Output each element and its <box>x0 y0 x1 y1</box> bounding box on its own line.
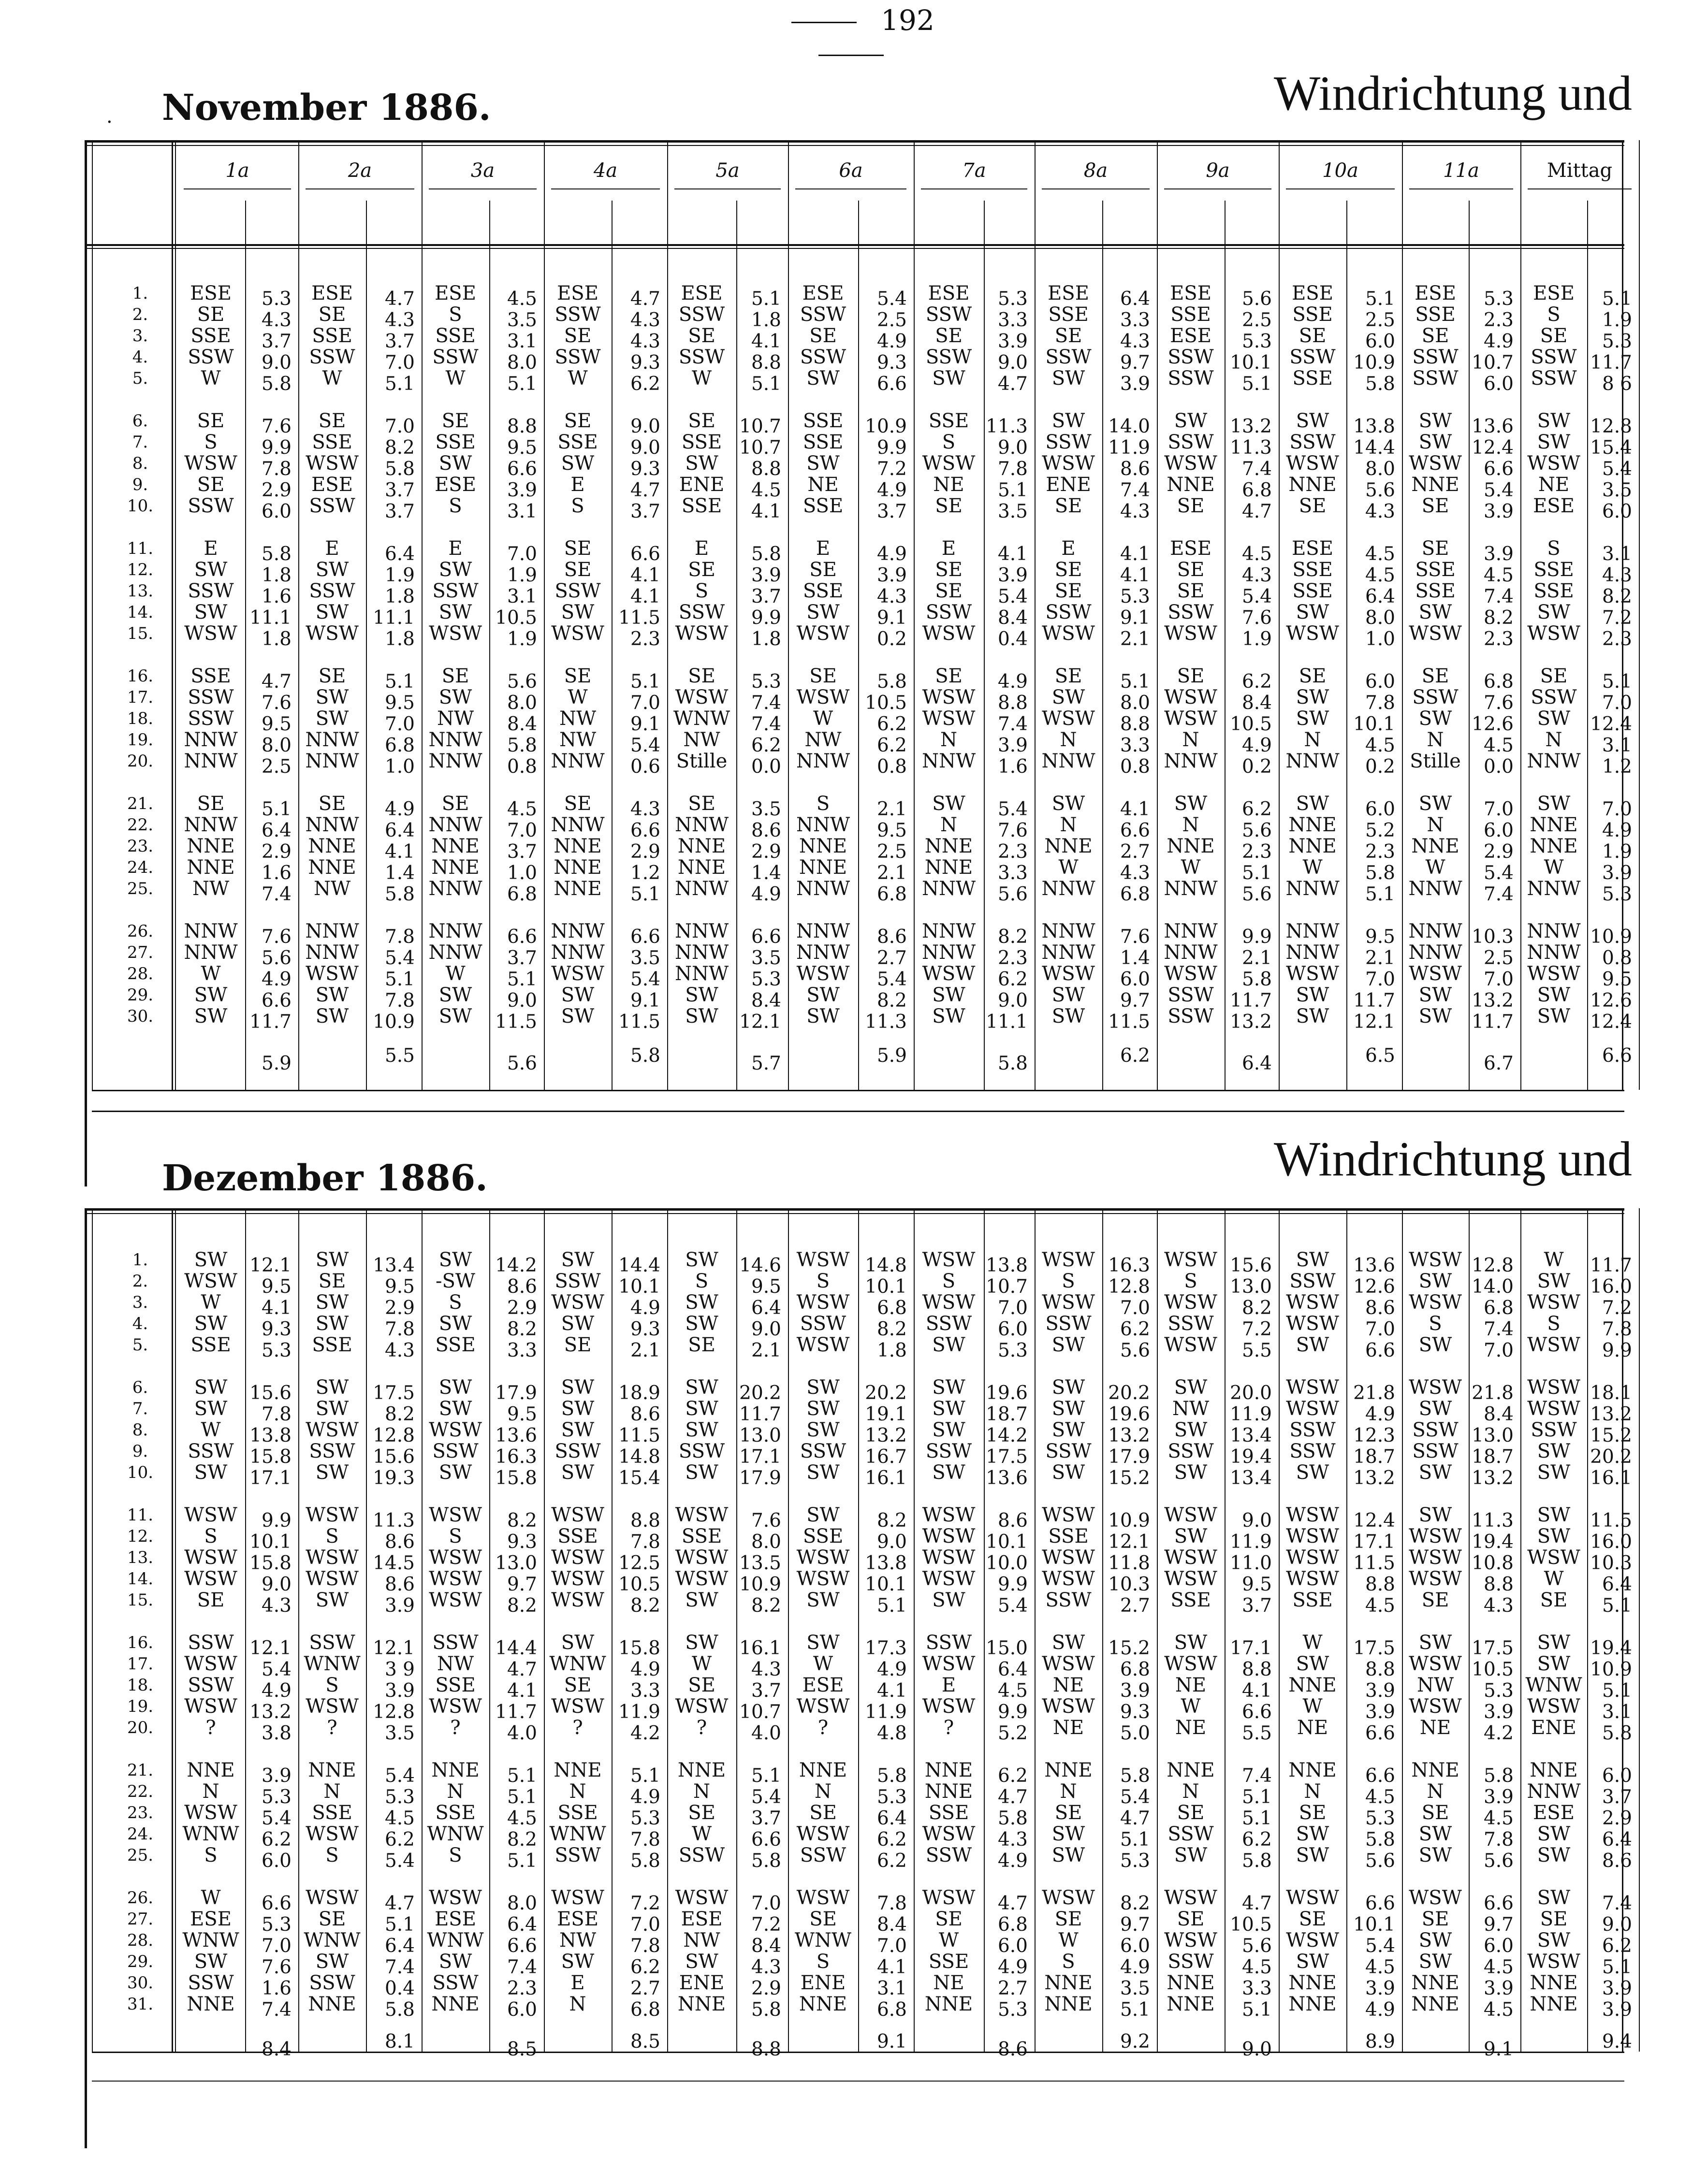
mittel-value: 5.6 <box>507 1053 537 1074</box>
direction-column: ESE SSE SE SSW SSE SW SSW WSW NNE SE ESE SSE SSE SW WSW SE SW SW N NNW SW NNE NNE W NNW NNW NNW WSW SW SW <box>1285 282 1340 1027</box>
direction-column: SW SSW WSW WSW SW WSW WSW SSW SSW SW WSW WSW WSW WSW SSE W SW NNE W NE NNE N SE SW SW WSW SE WSW SW NNE NNE <box>1286 1249 1339 2015</box>
hour-header: 4a <box>593 159 618 182</box>
mittel-value: 6.7 <box>1483 1053 1514 1074</box>
direction-column: ESE S SE SSW SSW SW SW WSW NE ESE S SSE SSE SW WSW SE SSW SW N NNW SW NNE NNE W NNW NNW NNW WSW SW SW <box>1527 282 1581 1027</box>
direction-column: WSW S WSW SSW SW SW SW SW SSW SW WSW SSE WSW WSW SSW SW WSW NE WSW NE NNE N SE SW SW WSW SE W S NNE NNE <box>1042 1249 1095 2015</box>
hour-header: 11a <box>1443 159 1479 182</box>
direction-column: WSW S WSW SSW WSW SW SW SW SSW SW SW SSE WSW WSW SW SW W ESE WSW ? NNE N SE WSW SSW WSW SE WNW S ENE NNE <box>794 1249 852 2015</box>
hour-underline <box>1528 188 1632 189</box>
november-left-border-inner <box>92 140 93 1090</box>
mittel-value: 8.8 <box>751 2039 781 2060</box>
speed-column: 16.3 12.8 7.0 6.2 5.6 20.2 19.6 13.2 17.9 15.2 10.9 12.1 11.8 10.3 2.7 15.2 6.8 3.9 9.3 5.0 5.8 5.4 4.7 5.1 5.3 8.2 9.7 6.0 4.9 3.5 5.1 <box>1108 1255 1150 2021</box>
mittel-value: 9.4 <box>1602 2031 1632 2053</box>
mittel-value: 5.7 <box>751 1053 781 1074</box>
november-header-rule-thin <box>85 248 1624 249</box>
dezember-title: Dezember 1886. <box>162 1157 488 1199</box>
november-top-rule <box>85 140 1624 143</box>
direction-column: WSW S WSW SSW SW SW SW SW SSW SW WSW WSW WSW WSW SW SSW WSW E WSW ? NNE NNE SSE WSW SSW WSW SE W SSE NE NNE <box>922 1249 976 2015</box>
hour-underline <box>306 188 414 189</box>
speed-column: 5.3 2.3 4.9 10.7 6.0 13.6 12.4 6.6 5.4 3.9 3.9 4.5 7.4 8.2 2.3 6.8 7.6 12.6 4.5 0.0 7.0 6.0 2.9 5.4 7.4 10.3 2.5 7.0 13.2 11.7 <box>1472 288 1514 1033</box>
hour-underline <box>1042 188 1150 189</box>
speed-column: 4.7 4.3 4.3 9.3 6.2 9.0 9.0 9.3 4.7 3.7 6.6 4.1 4.1 11.5 2.3 5.1 7.0 9.1 5.4 0.6 4.3 6.6 2.9 1.2 5.1 6.6 3.5 5.4 9.1 11.5 <box>618 288 660 1033</box>
november-header-rule <box>85 244 1624 246</box>
hour-header: 10a <box>1322 159 1358 182</box>
dezember-right-title: Windrichtung und <box>1274 1132 1632 1186</box>
speed-column: 14.2 8.6 2.9 8.2 3.3 17.9 9.5 13.6 16.3 15.8 8.2 9.3 13.0 9.7 8.2 14.4 4.7 4.1 11.7 4.0 5.1 5.1 4.5 8.2 5.1 8.0 6.4 6.6 7.4 2.3 6.0 <box>495 1255 537 2021</box>
speed-column: 12.1 9.5 4.1 9.3 5.3 15.6 7.8 13.8 15.8 17.1 9.9 10.1 15.8 9.0 4.3 12.1 5.4 4.9 13.2 3.8 3.9 5.3 5.4 6.2 6.0 6.6 5.3 7.0 7.6 1.6 7.4 <box>249 1255 292 2021</box>
november-col-rule <box>1639 140 1640 1090</box>
mittel-value: 5.9 <box>876 1045 907 1067</box>
speed-column: 5.1 1.9 5.3 11.7 8 6 12.8 15.4 5.4 3.5 6.0 3.1 4.3 8.2 7.2 2.3 5.1 7.0 12.4 3.1 1.2 7.0 4.9 1.9 3.9 5.3 10.9 0.8 9.5 12.6 12.4 <box>1590 288 1632 1033</box>
hour-underline <box>1286 188 1395 189</box>
hour-header: 5a <box>715 159 740 182</box>
mittel-value: 5.8 <box>997 1053 1028 1074</box>
november-bottom-rule <box>92 1090 1624 1091</box>
hour-underline <box>184 188 291 189</box>
direction-column: SW WSW W SW SSE SW SW W SSW SW WSW S WSW WSW SE SSW WSW SSW WSW ? NNE N WSW WNW S W ESE WNW SW SSW NNE <box>182 1249 239 2015</box>
direction-column: SW S SW SW SE SW SW SW SSW SW WSW SSE WSW WSW SW SW W SE WSW ? NNE N SE W SSW WSW ESE NW SW ENE NNE <box>675 1249 729 2015</box>
november-left-border <box>85 140 87 1186</box>
speed-column: 5.3 3.3 3.9 9.0 4.7 11.3 9.0 7.8 5.1 3.5 4.1 3.9 5.4 8.4 0.4 4.9 8.8 7.4 3.9 1.6 5.4 7.6 2.3 3.3 5.6 8.2 2.3 6.2 9.0 11.1 <box>986 288 1028 1033</box>
dezember-datum-rule-inner <box>175 1208 176 2052</box>
hour-header: 6a <box>839 159 863 182</box>
dezember-top-rule-thin <box>85 1213 1624 1214</box>
mittel-value: 9.0 <box>1241 2039 1272 2060</box>
november-top-rule-thin <box>85 145 1624 146</box>
direction-column: ESE S SSE SSW W SE SSE SW ESE S E SW SSW SW WSW SE SW NW NNW NNW SE NNW NNE NNE NNW NNW NNW W SW SW <box>428 282 482 1027</box>
speed-column: 13.4 9.5 2.9 7.8 4.3 17.5 8.2 12.8 15.6 19.3 11.3 8.6 14.5 8.6 3.9 12.1 3 9 3.9 12.8 3.5 5.4 5.3 4.5 6.2 5.4 4.7 5.1 6.4 7.4 0.4 5.8 <box>373 1255 415 2021</box>
mittel-value: 8.1 <box>384 2031 415 2053</box>
hour-header: 8a <box>1083 159 1108 182</box>
hour-header: 7a <box>962 159 986 182</box>
dezember-left-border-inner <box>92 1208 93 2052</box>
page-number: 192 <box>715 4 986 70</box>
speed-column: 13.6 12.6 8.6 7.0 6.6 21.8 4.9 12.3 18.7 13.2 12.4 17.1 11.5 8.8 4.5 17.5 8.8 3.9 3.9 6.6 6.6 4.5 5.3 5.8 5.6 6.6 10.1 5.4 4.5 3.9 4.9 <box>1353 1255 1395 2021</box>
mittel-value: 5.9 <box>261 1053 292 1074</box>
direction-column: ESE SSW SE SSW SW SSE SSE SW NE SSE E SE SSE SW WSW SE WSW W NW NNW S NNW NNE NNE NNW NNW NNW WSW SW SW <box>796 282 850 1027</box>
mittel-value: 8.6 <box>997 2039 1028 2060</box>
mittel-value: 9.1 <box>1483 2039 1514 2060</box>
november-datum-rule <box>172 140 173 1090</box>
hour-underline <box>921 188 1027 189</box>
direction-column: WSW S WSW SSW WSW SW NW SW SSW SW WSW SW WSW WSW SSE SW WSW NE W NE NNE N SE SSW SW WSW SE WSW SSW NNE NNE <box>1164 1249 1217 2015</box>
speed-column: 11.7 16.0 7.2 7.8 9.9 18.1 13.2 15.2 20.2 16.1 11.5 16.0 10.3 6.4 5.1 19.4 10.9 5.1 3.1 5.8 6.0 3.7 2.9 6.4 8.6 7.4 9.0 6.2 5.1 3.9 3.9 <box>1590 1255 1632 2021</box>
direction-column: ESE SSE SE SSW SW SW SSW WSW ENE SE E SE SE SSW WSW SE SW WSW N NNW SW N NNE W NNW NNW NNW WSW SW SW <box>1041 282 1095 1027</box>
mittel-value: 8.9 <box>1365 2031 1395 2053</box>
direction-column: ESE SE SSE SSW W SE S WSW SE SSW E SW SSW SW WSW SSE SSW SSW NNW NNW SE NNW NNE NNE NW NNW NNW W SW SW <box>184 282 238 1027</box>
direction-column: ESE SSW SE SSW W SE SSE SW ENE SSE E SE S SSW WSW SE WSW WNW NW Stille SE NNW NNE NNE NNW NNW NNW NNW SW SW <box>673 282 730 1027</box>
dezember-top-rule <box>85 1208 1624 1211</box>
speed-column: 14.4 10.1 4.9 9.3 2.1 18.9 8.6 11.5 14.8 15.4 8.8 7.8 12.5 10.5 8.2 15.8 4.9 3.3 11.9 4.2 5.1 4.9 5.3 7.8 5.8 7.2 7.0 7.8 6.2 2.7 6.8 <box>618 1255 660 2021</box>
mittel-value: 8.4 <box>261 2039 292 2060</box>
november-title: November 1886. <box>162 87 491 129</box>
speed-column: 4.5 3.5 3.1 8.0 5.1 8.8 9.5 6.6 3.9 3.1 7.0 1.9 3.1 10.5 1.9 5.6 8.0 8.4 5.8 0.8 4.5 7.0 3.7 1.0 6.8 6.6 3.7 5.1 9.0 11.5 <box>495 288 537 1033</box>
hour-header: 9a <box>1206 159 1230 182</box>
date-labels: 1. 2. 3. 4. 5. 6. 7. 8. 9. 10. 11. 12. 13. 14. 15. 16. 17. 18. 19. 20. 21. 22. 23. 24. 25. 26. 27. 28. 29. 30. 31. <box>127 1250 154 2014</box>
direction-column: ESE SSW SE SSW W SE SSE SW E S SE SE SSW SW WSW SE W NW NW NNW SE NNW NNE NNE NNE NNW NNW WSW SW SW <box>551 282 605 1027</box>
speed-column: 4.7 4.3 3.7 7.0 5.1 7.0 8.2 5.8 3.7 3.7 6.4 1.9 1.8 11.1 1.8 5.1 9.5 7.0 6.8 1.0 4.9 6.4 4.1 1.4 5.8 7.8 5.4 5.1 7.8 10.9 <box>373 288 415 1033</box>
hour-header: 1a <box>225 159 249 182</box>
direction-column: W SW WSW S WSW WSW WSW SSW SW SW SW SW WSW W SE SW SW WNW WSW ENE NNE NNW ESE SW SW SW SE SW WSW NNE NNE <box>1525 1249 1582 2015</box>
mittel-value: 6.6 <box>1602 1045 1632 1067</box>
mittel-value: 8.5 <box>630 2031 660 2053</box>
hour-header: 3a <box>470 159 495 182</box>
speed-column: 14.8 10.1 6.8 8.2 1.8 20.2 19.1 13.2 16.7 16.1 8.2 9.0 13.8 10.1 5.1 17.3 4.9 4.1 11.9 4.8 5.8 5.3 6.4 6.2 6.2 7.8 8.4 7.0 4.1 3.1 6.8 <box>865 1255 907 2021</box>
speed-column: 5.1 2.5 6.0 10.9 5.8 13.8 14.4 8.0 5.6 4.3 4.5 4.5 6.4 8.0 1.0 6.0 7.8 10.1 4.5 0.2 6.0 5.2 2.3 5.8 5.1 9.5 2.1 7.0 11.7 12.1 <box>1353 288 1395 1033</box>
direction-column: ESE SSE SE SSW SSW SW SW WSW NNE SE SE SSE SSE SW WSW SE SSW SW N Stille SW N NNE W NNW NNW NNW WSW SW SW <box>1408 282 1462 1027</box>
date-labels: 1. 2. 3. 4. 5. 6. 7. 8. 9. 10. 11. 12. 13. 14. 15. 16. 17. 18. 19. 20. 21. 22. 23. 24. 25. 26. 27. 28. 29. 30. <box>127 284 154 1026</box>
mittel-value: 6.2 <box>1120 1045 1150 1067</box>
mittel-value: 5.8 <box>630 1045 660 1067</box>
direction-column: SW SSW WSW SW SE SW SW SW SSW SW WSW SSE WSW WSW WSW SW WNW SE WSW ? NNE N SSE WNW SSW WSW ESE NW SW E N <box>549 1249 606 2015</box>
speed-column: 6.4 3.3 4.3 9.7 3.9 14.0 11.9 8.6 7.4 4.3 4.1 4.1 5.3 9.1 2.1 5.1 8.0 8.8 3.3 0.8 4.1 6.6 2.7 4.3 6.8 7.6 1.4 6.0 9.7 11.5 <box>1108 288 1150 1033</box>
speed-column: 12.8 14.0 6.8 7.4 7.0 21.8 8.4 13.0 18.7 13.2 11.3 19.4 10.8 8.8 4.3 17.5 10.5 5.3 3.9 4.2 5.8 3.9 4.5 7.8 5.6 6.6 9.7 6.0 4.5 3.9 4.5 <box>1472 1255 1514 2021</box>
speed-column: 5.1 1.8 4.1 8.8 5.1 10.7 10.7 8.8 4.5 4.1 5.8 3.9 3.7 9.9 1.8 5.3 7.4 7.4 6.2 0.0 3.5 8.6 2.9 1.4 4.9 6.6 3.5 5.3 8.4 12.1 <box>739 288 781 1033</box>
speed-column: 13.8 10.7 7.0 6.0 5.3 19.6 18.7 14.2 17.5 13.6 8.6 10.1 10.0 9.9 5.4 15.0 6.4 4.5 9.9 5.2 6.2 4.7 5.8 4.3 4.9 4.7 6.8 6.0 4.9 2.7 5.3 <box>986 1255 1028 2021</box>
direction-column: ESE SSW SE SSW SW SSE S WSW NE SE E SE SE SSW WSW SE WSW WSW N NNW SW N NNE NNE NNW NNW NNW WSW SW SW <box>921 282 976 1027</box>
mittel-value: 9.2 <box>1120 2031 1150 2053</box>
mittel-value: 6.5 <box>1365 1045 1395 1067</box>
speed-column: 5.3 4.3 3.7 9.0 5.8 7.6 9.9 7.8 2.9 6.0 5.8 1.8 1.6 11.1 1.8 4.7 7.6 9.5 8.0 2.5 5.1 6.4 2.9 1.6 7.4 7.6 5.6 4.9 6.6 11.7 <box>249 288 292 1033</box>
speed-column: 5.4 2.5 4.9 9.3 6.6 10.9 9.9 7.2 4.9 3.7 4.9 3.9 4.3 9.1 0.2 5.8 10.5 6.2 6.2 0.8 2.1 9.5 2.5 2.1 6.8 8.6 2.7 5.4 8.2 11.3 <box>865 288 907 1033</box>
dezember-datum-rule <box>172 1208 173 2052</box>
speed-column: 14.6 9.5 6.4 9.0 2.1 20.2 11.7 13.0 17.1 17.9 7.6 8.0 13.5 10.9 8.2 16.1 4.3 3.7 10.7 4.0 5.1 5.4 3.7 6.6 5.8 7.0 7.2 8.4 4.3 2.9 5.8 <box>739 1255 781 2021</box>
november-right-title: Windrichtung und <box>1274 66 1632 121</box>
hour-underline <box>795 188 906 189</box>
page-bottom-rule <box>92 2081 1624 2082</box>
mittel-value: 5.5 <box>384 1045 415 1067</box>
hour-underline <box>1409 188 1513 189</box>
hour-underline <box>429 188 537 189</box>
mittel-value: 9.1 <box>876 2031 907 2053</box>
hour-header: 2a <box>348 159 372 182</box>
direction-column: ESE SSE ESE SSW SSW SW SSW WSW NNE SE ESE SE SE SSW WSW SE WSW WSW N NNW SW N NNE W NNW NNW NNW WSW SSW SSW <box>1164 282 1218 1027</box>
mittel-value: 6.4 <box>1241 1053 1272 1074</box>
direction-column: ESE SE SSE SSW W SE SSE WSW ESE SSW E SW SSW SW WSW SE SW SW NNW NNW SE NNW NNE NNE NW NNW NNW WSW SW SW <box>305 282 359 1027</box>
november-datum-rule-inner <box>175 140 176 1090</box>
section-divider <box>92 1111 1624 1112</box>
direction-column: WSW SW WSW S SW WSW SW SSW SSW SW SW WSW WSW WSW SE SW WSW NW WSW NE NNE N SE SW SW WSW SE SW SW NNE NNE <box>1409 1249 1462 2015</box>
direction-column: SW -SW S SW SSE SW SW WSW SSW SW WSW S WSW WSW WSW SSW NW SSE WSW ? NNE N SSE WNW S WSW ESE WNW SW SSW NNE <box>427 1249 484 2015</box>
dezember-col-rule <box>1639 1208 1640 2052</box>
hour-underline <box>551 188 660 189</box>
speed-column: 15.6 13.0 8.2 7.2 5.5 20.0 11.9 13.4 19.4 13.4 9.0 11.9 11.0 9.5 3.7 17.1 8.8 4.1 6.6 5.5 7.4 5.1 5.1 6.2 5.8 4.7 10.5 5.6 4.5 3.3 5.1 <box>1230 1255 1272 2021</box>
direction-column: SW SE SW SW SSE SW SW WSW SSW SW WSW S WSW WSW SW SSW WNW S WSW ? NNE N SSE WSW S WSW SE WNW SW SSW NNE <box>304 1249 361 2015</box>
hour-underline <box>1164 188 1271 189</box>
dezember-left-border <box>85 1208 87 2148</box>
hour-underline <box>674 188 781 189</box>
mittel-value: 8.5 <box>507 2039 537 2060</box>
hour-header: Mittag <box>1547 159 1613 182</box>
speed-column: 5.6 2.5 5.3 10.1 5.1 13.2 11.3 7.4 6.8 4.7 4.5 4.3 5.4 7.6 1.9 6.2 8.4 10.5 4.9 0.2 6.2 5.6 2.3 5.1 5.6 9.9 2.1 5.8 11.7 13.2 <box>1230 288 1272 1033</box>
bullet-mark: · <box>106 111 113 133</box>
